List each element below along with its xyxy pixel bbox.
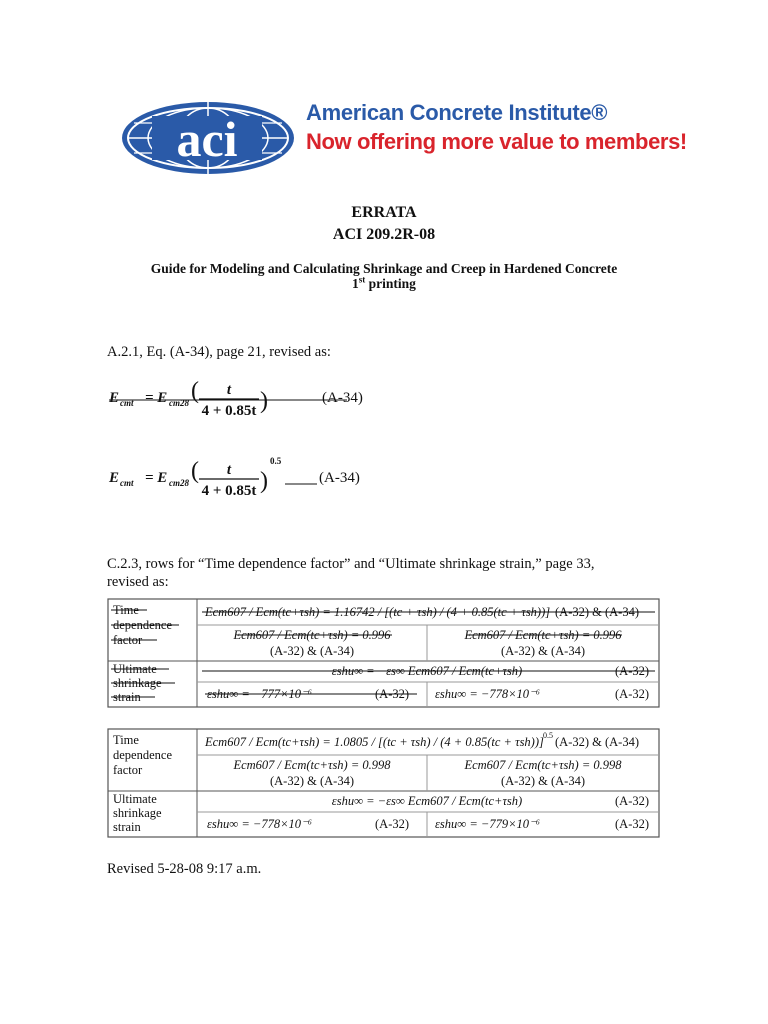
new-row2-label-2: shrinkage bbox=[113, 806, 162, 820]
eq-old-lhs-sub: cmt bbox=[120, 398, 134, 408]
revised-date: Revised 5-28-08 9:17 a.m. bbox=[107, 861, 262, 877]
old-row1-formula: Ecm607 / Ecm(tc+τsh) = 1.16742 / [(tc + τsh) / (4 + 0.85(tc + τsh))] bbox=[205, 605, 551, 619]
new-row2-left-tag: (A-32) bbox=[375, 817, 410, 831]
equation-old bbox=[107, 372, 363, 432]
logo-text: aci bbox=[176, 111, 238, 167]
aci-logo bbox=[118, 98, 298, 178]
section-c23-text: C.2.3, rows for “Time dependence factor” and “Ultimate shrinkage strain,” page 33, revised as: bbox=[107, 556, 595, 590]
new-row1-tag: (A-32) & (A-34) bbox=[555, 735, 640, 749]
svg-text:(: ( bbox=[191, 378, 199, 404]
new-row1-label-1: Time bbox=[113, 733, 139, 747]
new-row2-left: εshu∞ = −778×10⁻⁶ bbox=[207, 817, 312, 831]
new-row1-left-tag: (A-32) & (A-34) bbox=[269, 774, 355, 788]
equation-new bbox=[107, 448, 360, 508]
new-row2-right: εshu∞ = −779×10⁻⁶ bbox=[435, 817, 540, 831]
svg-text:(: ( bbox=[191, 458, 199, 484]
old-row1-right-tag: (A-32) & (A-34) bbox=[500, 644, 586, 658]
old-row1-label-3: factor bbox=[113, 633, 143, 647]
document-number: ACI 209.2R-08 bbox=[332, 226, 436, 243]
new-row1-right: Ecm607 / Ecm(tc+τsh) = 0.998 bbox=[464, 758, 622, 772]
brand-tagline: Now offering more value to members! bbox=[306, 129, 687, 154]
eq-old-den: 4 + 0.85t bbox=[201, 403, 257, 419]
old-row2-left-tag: (A-32) bbox=[375, 687, 410, 701]
eq-old-eq: = E bbox=[145, 390, 168, 406]
eq-new-lhs: E bbox=[109, 470, 120, 486]
old-row2-left: εshu∞ = −777×10⁻⁶ bbox=[207, 687, 312, 701]
new-row2-formula: εshu∞ = −εs∞ Ecm607 / Ecm(tc+τsh) bbox=[331, 794, 523, 808]
old-row2-right-tag: (A-32) bbox=[615, 687, 650, 701]
printing-suffix: st bbox=[358, 274, 366, 285]
new-row2-label-3: strain bbox=[113, 820, 141, 834]
new-row1-right-tag: (A-32) & (A-34) bbox=[500, 774, 586, 788]
new-row1-formula: Ecm607 / Ecm(tc+τsh) = 1.0805 / [(tc + τsh) / (4 + 0.85(tc + τsh))] bbox=[205, 735, 544, 749]
eq-new-den: 4 + 0.85t bbox=[201, 483, 257, 499]
guide-title: Guide for Modeling and Calculating Shrinkage and Creep in Hardened Concrete bbox=[150, 261, 618, 276]
svg-text:): ) bbox=[260, 388, 268, 414]
new-row1-label-3: factor bbox=[113, 763, 143, 777]
table-old bbox=[107, 598, 660, 708]
eq-new-eq: = E bbox=[145, 470, 168, 486]
eq-new-num: t bbox=[226, 462, 232, 478]
errata-title: ERRATA bbox=[351, 204, 417, 221]
old-row2-right: εshu∞ = −778×10⁻⁶ bbox=[435, 687, 540, 701]
eq-old-num: t bbox=[226, 382, 232, 398]
printing-word: printing bbox=[365, 276, 416, 291]
eq-new-exp: 0.5 bbox=[270, 456, 282, 466]
svg-text:): ) bbox=[260, 468, 268, 494]
printing-number: 1 bbox=[352, 276, 359, 291]
old-row1-tag: (A-32) & (A-34) bbox=[555, 605, 640, 619]
eq-old-rhs-sub: cm28 bbox=[169, 398, 189, 408]
old-row1-right: Ecm607 / Ecm(tc+τsh) = 0.996 bbox=[464, 628, 622, 642]
old-row2-formula: εshu∞ = −εs∞ Ecm607 / Ecm(tc+τsh) bbox=[331, 664, 523, 678]
old-row1-label-1: Time bbox=[113, 603, 139, 617]
brand-name: American Concrete Institute® bbox=[306, 100, 608, 125]
eq-old-tag: (A-34) bbox=[322, 390, 363, 406]
old-row2-tag: (A-32) bbox=[615, 664, 650, 678]
new-row1-exp: 0.5 bbox=[543, 731, 553, 740]
eq-new-rhs-sub: cm28 bbox=[169, 478, 189, 488]
eq-new-tag: (A-34) bbox=[319, 470, 360, 486]
new-row2-right-tag: (A-32) bbox=[615, 817, 650, 831]
eq-old-lhs: E bbox=[109, 390, 120, 406]
new-row1-left: Ecm607 / Ecm(tc+τsh) = 0.998 bbox=[233, 758, 391, 772]
printing-line bbox=[0, 276, 768, 292]
new-row1-label-2: dependence bbox=[113, 748, 172, 762]
section-a21-text: A.2.1, Eq. (A-34), page 21, revised as: bbox=[107, 344, 331, 360]
old-row2-label-1: Ultimate bbox=[113, 662, 157, 676]
old-row2-label-2: shrinkage bbox=[113, 676, 162, 690]
old-row2-label-3: strain bbox=[113, 690, 141, 704]
new-row2-label-1: Ultimate bbox=[113, 792, 157, 806]
table-new bbox=[107, 728, 660, 838]
new-row2-tag: (A-32) bbox=[615, 794, 650, 808]
old-row1-label-2: dependence bbox=[113, 618, 172, 632]
old-row1-left-tag: (A-32) & (A-34) bbox=[269, 644, 355, 658]
old-row1-left: Ecm607 / Ecm(tc+τsh) = 0.996 bbox=[233, 628, 391, 642]
eq-new-lhs-sub: cmt bbox=[120, 478, 134, 488]
